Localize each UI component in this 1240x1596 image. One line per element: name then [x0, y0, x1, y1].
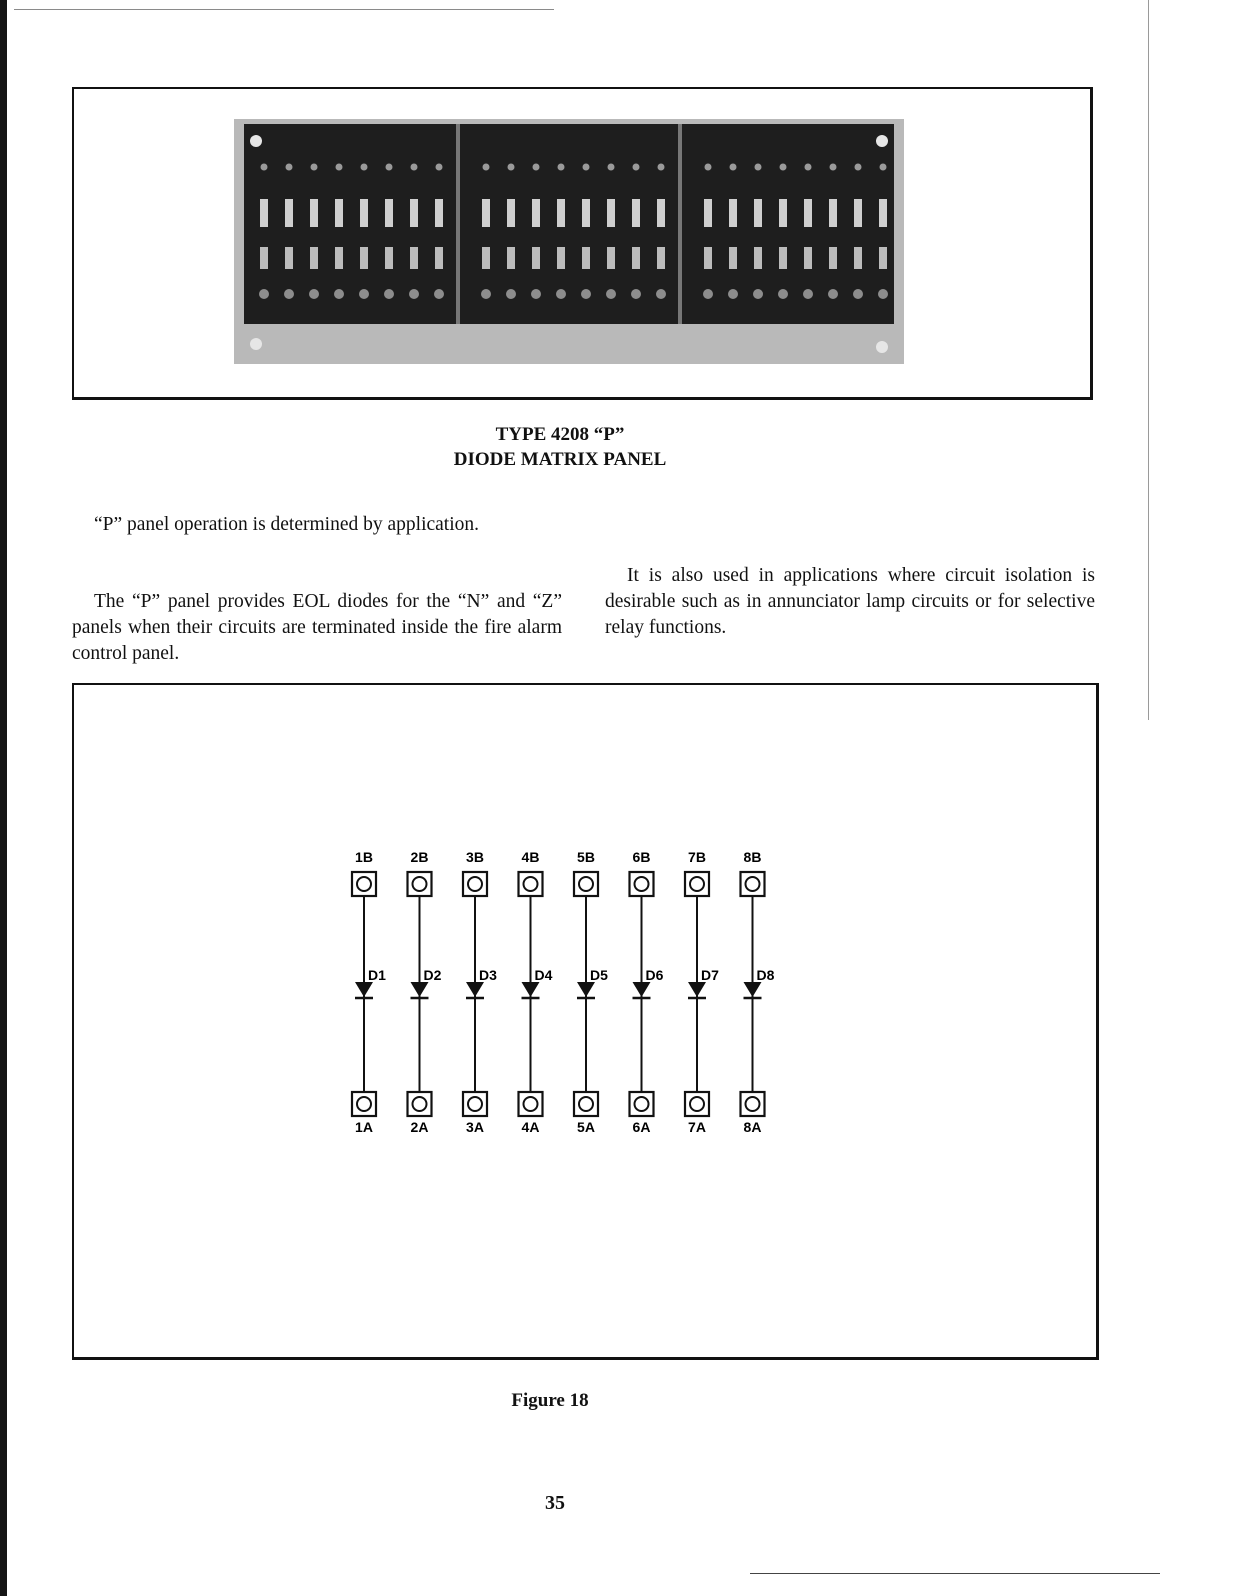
bottom-rule [750, 1573, 1160, 1574]
page-number: 35 [545, 1492, 565, 1514]
channel-4 [519, 849, 553, 1135]
diode-matrix-schematic [74, 685, 1097, 1357]
channel-1 [352, 849, 386, 1135]
right-rule [1148, 0, 1149, 720]
terminal-label-bottom: 1A [355, 1119, 373, 1135]
diode-symbol [633, 982, 651, 997]
paragraph-eol-diodes: The “P” panel provides EOL diodes for the “N” and “Z” panels when their circuits are terminated inside the fire alarm control panel. [72, 591, 562, 664]
terminal-top [574, 872, 598, 896]
schematic-frame [72, 683, 1099, 1360]
terminal-label-bottom: 7A [688, 1119, 706, 1135]
paragraph-operation: “P” panel operation is determined by application. [94, 514, 480, 535]
diode-symbol [355, 982, 373, 997]
terminal-top [519, 872, 543, 896]
diode-label: D5 [590, 967, 608, 983]
channel-7 [685, 849, 719, 1135]
top-rule [14, 9, 554, 10]
terminal-bottom [463, 1092, 487, 1116]
terminal-label-top: 8B [743, 849, 762, 865]
terminal-label-bottom: 2A [410, 1119, 429, 1135]
channel-6 [630, 849, 664, 1135]
terminal-label-top: 6B [632, 849, 651, 865]
terminal-label-bottom: 4A [521, 1119, 540, 1135]
terminal-label-top: 2B [410, 849, 429, 865]
diode-label: D6 [645, 967, 664, 983]
diode-symbol [522, 982, 540, 997]
diode-symbol [744, 982, 762, 997]
diode-symbol [688, 982, 706, 997]
terminal-label-top: 5B [577, 849, 595, 865]
diode-symbol [577, 982, 595, 997]
terminal-label-top: 7B [688, 849, 706, 865]
terminal-bottom [685, 1092, 709, 1116]
terminal-bottom [519, 1092, 543, 1116]
terminal-label-bottom: 6A [632, 1119, 651, 1135]
terminal-top [463, 872, 487, 896]
terminal-top [630, 872, 654, 896]
terminal-label-top: 4B [521, 849, 540, 865]
channel-8 [741, 849, 775, 1135]
diode-label: D2 [423, 967, 442, 983]
terminal-bottom [574, 1092, 598, 1116]
terminal-label-bottom: 8A [743, 1119, 762, 1135]
terminal-top [408, 872, 432, 896]
terminal-bottom [408, 1092, 432, 1116]
channel-5 [574, 849, 608, 1135]
figure-label: Figure 18 [511, 1390, 589, 1411]
photo-caption [380, 422, 740, 472]
terminal-label-bottom: 3A [466, 1119, 484, 1135]
terminal-top [352, 872, 376, 896]
caption-line-2: DIODE MATRIX PANEL [453, 449, 667, 470]
terminal-label-top: 3B [466, 849, 484, 865]
diode-label: D1 [368, 967, 386, 983]
diode-label: D8 [756, 967, 775, 983]
terminal-bottom [630, 1092, 654, 1116]
terminal-label-top: 1B [355, 849, 373, 865]
diode-matrix-panel-photo [234, 119, 904, 364]
diode-label: D3 [479, 967, 497, 983]
terminal-label-bottom: 5A [577, 1119, 595, 1135]
diode-symbol [411, 982, 429, 997]
scan-left-edge [0, 0, 7, 1596]
terminal-top [741, 872, 765, 896]
terminal-bottom [352, 1092, 376, 1116]
diode-label: D4 [534, 967, 553, 983]
diode-label: D7 [701, 967, 719, 983]
channel-3 [463, 849, 497, 1135]
paragraph-applications: It is also used in applications where circuit isolation is desirable such as in annunciator lamp circuits or for selective relay functions. [605, 565, 1095, 638]
diode-symbol [466, 982, 484, 997]
terminal-top [685, 872, 709, 896]
photo-frame [72, 87, 1093, 400]
caption-line-1: TYPE 4208 “P” [495, 424, 625, 445]
channel-2 [408, 849, 442, 1135]
terminal-bottom [741, 1092, 765, 1116]
